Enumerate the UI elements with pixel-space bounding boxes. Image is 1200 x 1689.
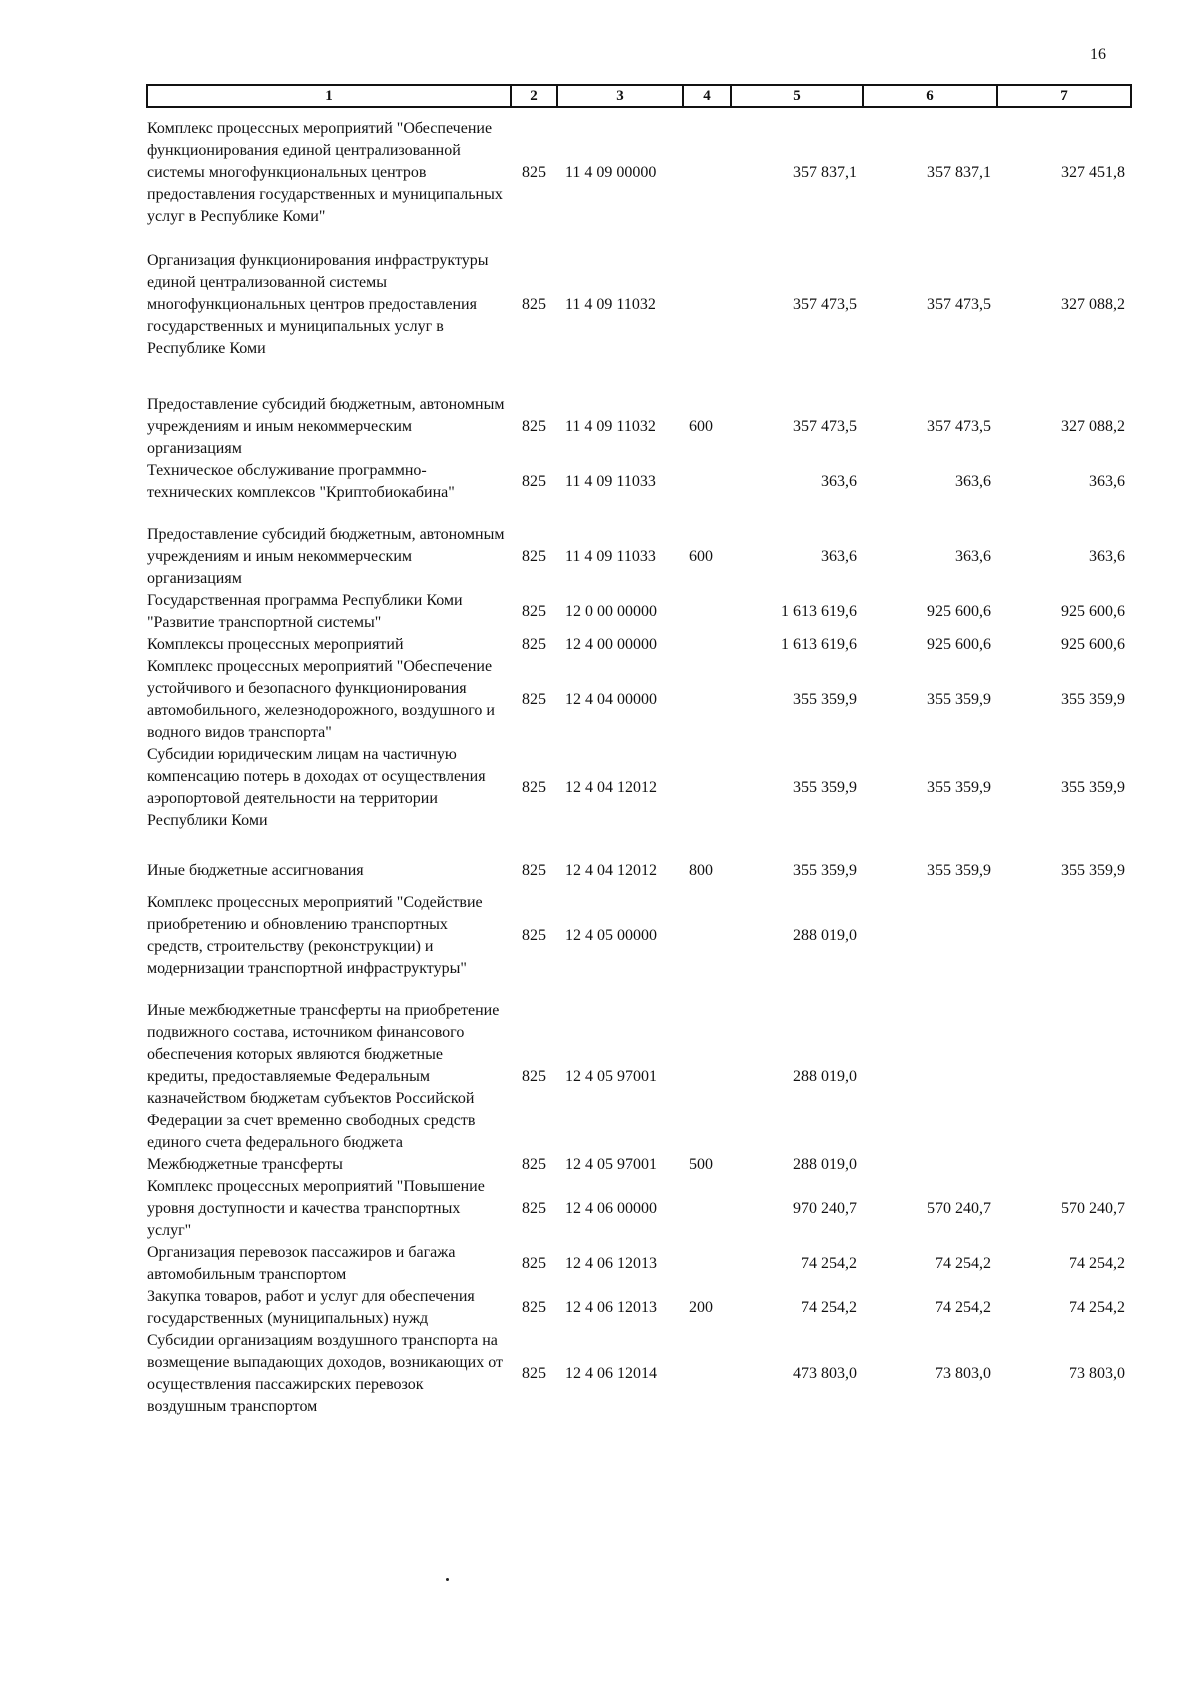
row-amount-year2: 355 359,9 [927, 862, 991, 879]
row-target-article: 12 4 06 12014 [565, 1365, 657, 1382]
row-amount-year3: 74 254,2 [1069, 1299, 1125, 1316]
row-admin-code: 825 [522, 164, 546, 181]
row-target-article: 12 4 04 00000 [565, 691, 657, 708]
row-amount-year1: 288 019,0 [793, 1156, 857, 1173]
budget-table [146, 84, 1132, 1418]
row-amount-year1: 357 837,1 [793, 164, 857, 181]
table-row [147, 1286, 1131, 1330]
row-amount-year3 [997, 990, 1131, 1154]
row-admin-code: 825 [522, 636, 546, 653]
column-header-3: 3 [557, 85, 683, 107]
row-name: Иные межбюджетные трансферты на приобретение подвижного состава, источником финансового обеспечения которых являются бюджетные кредиты, предоставляемые Федеральным казначейством бюджетам субъектов Российской Федерации за счет временно свободных средств единого счета федерального бюджета [147, 1002, 500, 1151]
row-admin-code: 825 [522, 473, 546, 490]
row-amount-year3: 73 803,0 [1069, 1365, 1125, 1382]
table-body [147, 107, 1131, 1418]
scan-mark [446, 1578, 449, 1581]
row-amount-year2: 355 359,9 [927, 691, 991, 708]
row-amount-year2: 357 837,1 [927, 164, 991, 181]
row-admin-code: 825 [522, 603, 546, 620]
table-header [147, 85, 1131, 107]
row-amount-year1: 74 254,2 [801, 1255, 857, 1272]
row-amount-year3 [997, 1154, 1131, 1176]
row-amount-year2 [863, 882, 997, 990]
row-expense-type [683, 990, 731, 1154]
row-amount-year2 [863, 1154, 997, 1176]
row-name: Субсидии организациям воздушного транспорта на возмещение выпадающих доходов, возникающих от осуществления пассажирских перевозок воздушным транспортом [147, 1332, 503, 1415]
row-target-article: 11 4 09 00000 [565, 164, 657, 181]
row-expense-type [683, 1176, 731, 1242]
table-row [147, 1330, 1131, 1418]
row-admin-code: 825 [522, 548, 546, 565]
row-amount-year3: 570 240,7 [1061, 1200, 1125, 1217]
row-amount-year3: 355 359,9 [1061, 779, 1125, 796]
row-amount-year1: 288 019,0 [793, 927, 857, 944]
row-amount-year1: 355 359,9 [793, 862, 857, 879]
header-row [147, 85, 1131, 107]
row-target-article: 12 4 06 12013 [565, 1255, 657, 1272]
row-amount-year1: 1 613 619,6 [781, 636, 857, 653]
column-header-4: 4 [683, 85, 731, 107]
row-expense-type [683, 460, 731, 504]
row-admin-code: 825 [522, 1299, 546, 1316]
row-amount-year2: 363,6 [955, 548, 991, 565]
table-row [147, 504, 1131, 590]
table-row [147, 1242, 1131, 1286]
row-expense-type [683, 882, 731, 990]
row-name: Предоставление субсидий бюджетным, автономным учреждениям и иным некоммерческим организациям [147, 526, 505, 587]
row-expense-type [683, 744, 731, 842]
row-expense-type: 800 [689, 862, 713, 879]
row-admin-code: 825 [522, 1068, 546, 1085]
row-admin-code: 825 [522, 1156, 546, 1173]
row-expense-type: 600 [689, 548, 713, 565]
row-name: Государственная программа Республики Коми "Развитие транспортной системы" [147, 592, 463, 631]
row-admin-code: 825 [522, 691, 546, 708]
page-number: 16 [1090, 46, 1106, 63]
row-expense-type [683, 590, 731, 634]
column-header-6: 6 [863, 85, 997, 107]
table-row [147, 1154, 1131, 1176]
row-amount-year3: 74 254,2 [1069, 1255, 1125, 1272]
row-name: Организация перевозок пассажиров и багажа автомобильным транспортом [147, 1244, 456, 1283]
row-amount-year3: 327 088,2 [1061, 418, 1125, 435]
row-amount-year1: 363,6 [821, 473, 857, 490]
row-amount-year3: 363,6 [1089, 548, 1125, 565]
row-target-article: 12 4 00 00000 [565, 636, 657, 653]
row-name: Межбюджетные трансферты [147, 1156, 343, 1173]
table-row [147, 590, 1131, 634]
row-admin-code: 825 [522, 418, 546, 435]
table-row [147, 372, 1131, 460]
row-amount-year2: 357 473,5 [927, 296, 991, 313]
row-target-article: 11 4 09 11033 [565, 473, 656, 490]
row-expense-type [683, 238, 731, 372]
row-name: Субсидии юридическим лицам на частичную компенсацию потерь в доходах от осуществления аэропортовой деятельности на территории Республики Коми [147, 746, 486, 829]
row-expense-type: 200 [689, 1299, 713, 1316]
row-name: Комплексы процессных мероприятий [147, 636, 404, 653]
row-expense-type [683, 107, 731, 238]
row-expense-type [683, 1242, 731, 1286]
row-amount-year3: 925 600,6 [1061, 603, 1125, 620]
row-target-article: 12 4 04 12012 [565, 779, 657, 796]
row-admin-code: 825 [522, 862, 546, 879]
row-amount-year2: 363,6 [955, 473, 991, 490]
row-target-article: 12 4 05 97001 [565, 1068, 657, 1085]
row-amount-year2: 74 254,2 [935, 1299, 991, 1316]
row-amount-year1: 74 254,2 [801, 1299, 857, 1316]
row-admin-code: 825 [522, 1365, 546, 1382]
column-header-1: 1 [147, 85, 511, 107]
table-row [147, 107, 1131, 238]
row-expense-type [683, 656, 731, 744]
row-amount-year1: 355 359,9 [793, 691, 857, 708]
row-target-article: 11 4 09 11032 [565, 296, 656, 313]
row-target-article: 11 4 09 11033 [565, 548, 656, 565]
row-amount-year1: 288 019,0 [793, 1068, 857, 1085]
row-name: Иные бюджетные ассигнования [147, 862, 364, 879]
row-amount-year2: 73 803,0 [935, 1365, 991, 1382]
row-amount-year1: 357 473,5 [793, 296, 857, 313]
table-row [147, 882, 1131, 990]
row-amount-year3: 355 359,9 [1061, 862, 1125, 879]
row-name: Комплекс процессных мероприятий "Повышение уровня доступности и качества транспортных услуг" [147, 1178, 485, 1239]
table-row [147, 744, 1131, 842]
row-name: Комплекс процессных мероприятий "Обеспечение функционирования единой централизованной системы многофункциональных центров предоставления государственных и муниципальных услуг в Республике Коми" [147, 120, 503, 225]
row-expense-type [683, 1330, 731, 1418]
row-target-article: 12 4 06 12013 [565, 1299, 657, 1316]
row-name: Организация функционирования инфраструктуры единой централизованной системы многофункциональных центров предоставления государственных и муниципальных услуг в Республике Коми [147, 252, 489, 357]
table-row [147, 634, 1131, 656]
row-admin-code: 825 [522, 927, 546, 944]
table-row [147, 1176, 1131, 1242]
row-target-article: 12 4 04 12012 [565, 862, 657, 879]
row-name: Предоставление субсидий бюджетным, автономным учреждениям и иным некоммерческим организациям [147, 396, 505, 457]
column-header-7: 7 [997, 85, 1131, 107]
row-admin-code: 825 [522, 1200, 546, 1217]
row-target-article: 12 4 06 00000 [565, 1200, 657, 1217]
row-name: Комплекс процессных мероприятий "Обеспечение устойчивого и безопасного функционирования автомобильного, железнодорожного, воздушного и водного видов транспорта" [147, 658, 495, 741]
row-amount-year3: 327 451,8 [1061, 164, 1125, 181]
row-amount-year2: 570 240,7 [927, 1200, 991, 1217]
row-admin-code: 825 [522, 779, 546, 796]
table-row [147, 460, 1131, 504]
row-expense-type: 600 [689, 418, 713, 435]
row-name: Комплекс процессных мероприятий "Содействие приобретению и обновлению транспортных средств, строительству (реконструкции) и модернизации транспортной инфраструктуры" [147, 894, 483, 977]
row-target-article: 12 0 00 00000 [565, 603, 657, 620]
row-amount-year1: 355 359,9 [793, 779, 857, 796]
row-amount-year3 [997, 882, 1131, 990]
row-amount-year1: 473 803,0 [793, 1365, 857, 1382]
row-name: Закупка товаров, работ и услуг для обеспечения государственных (муниципальных) нужд [147, 1288, 475, 1327]
row-target-article: 11 4 09 11032 [565, 418, 656, 435]
table-row [147, 656, 1131, 744]
row-amount-year3: 925 600,6 [1061, 636, 1125, 653]
row-admin-code: 825 [522, 1255, 546, 1272]
column-header-5: 5 [731, 85, 863, 107]
row-expense-type: 500 [689, 1156, 713, 1173]
column-header-2: 2 [511, 85, 557, 107]
row-name: Техническое обслуживание программно-технических комплексов "Криптобиокабина" [147, 462, 455, 501]
row-amount-year2: 355 359,9 [927, 779, 991, 796]
row-amount-year2: 74 254,2 [935, 1255, 991, 1272]
row-amount-year2: 357 473,5 [927, 418, 991, 435]
row-admin-code: 825 [522, 296, 546, 313]
row-expense-type [683, 634, 731, 656]
table-row [147, 842, 1131, 882]
row-amount-year2: 925 600,6 [927, 636, 991, 653]
row-amount-year2 [863, 990, 997, 1154]
row-target-article: 12 4 05 97001 [565, 1156, 657, 1173]
table-row [147, 990, 1131, 1154]
row-amount-year1: 357 473,5 [793, 418, 857, 435]
table-row [147, 238, 1131, 372]
row-amount-year1: 1 613 619,6 [781, 603, 857, 620]
row-amount-year3: 327 088,2 [1061, 296, 1125, 313]
row-amount-year1: 970 240,7 [793, 1200, 857, 1217]
row-amount-year1: 363,6 [821, 548, 857, 565]
row-target-article: 12 4 05 00000 [565, 927, 657, 944]
row-amount-year2: 925 600,6 [927, 603, 991, 620]
row-amount-year3: 363,6 [1089, 473, 1125, 490]
row-amount-year3: 355 359,9 [1061, 691, 1125, 708]
